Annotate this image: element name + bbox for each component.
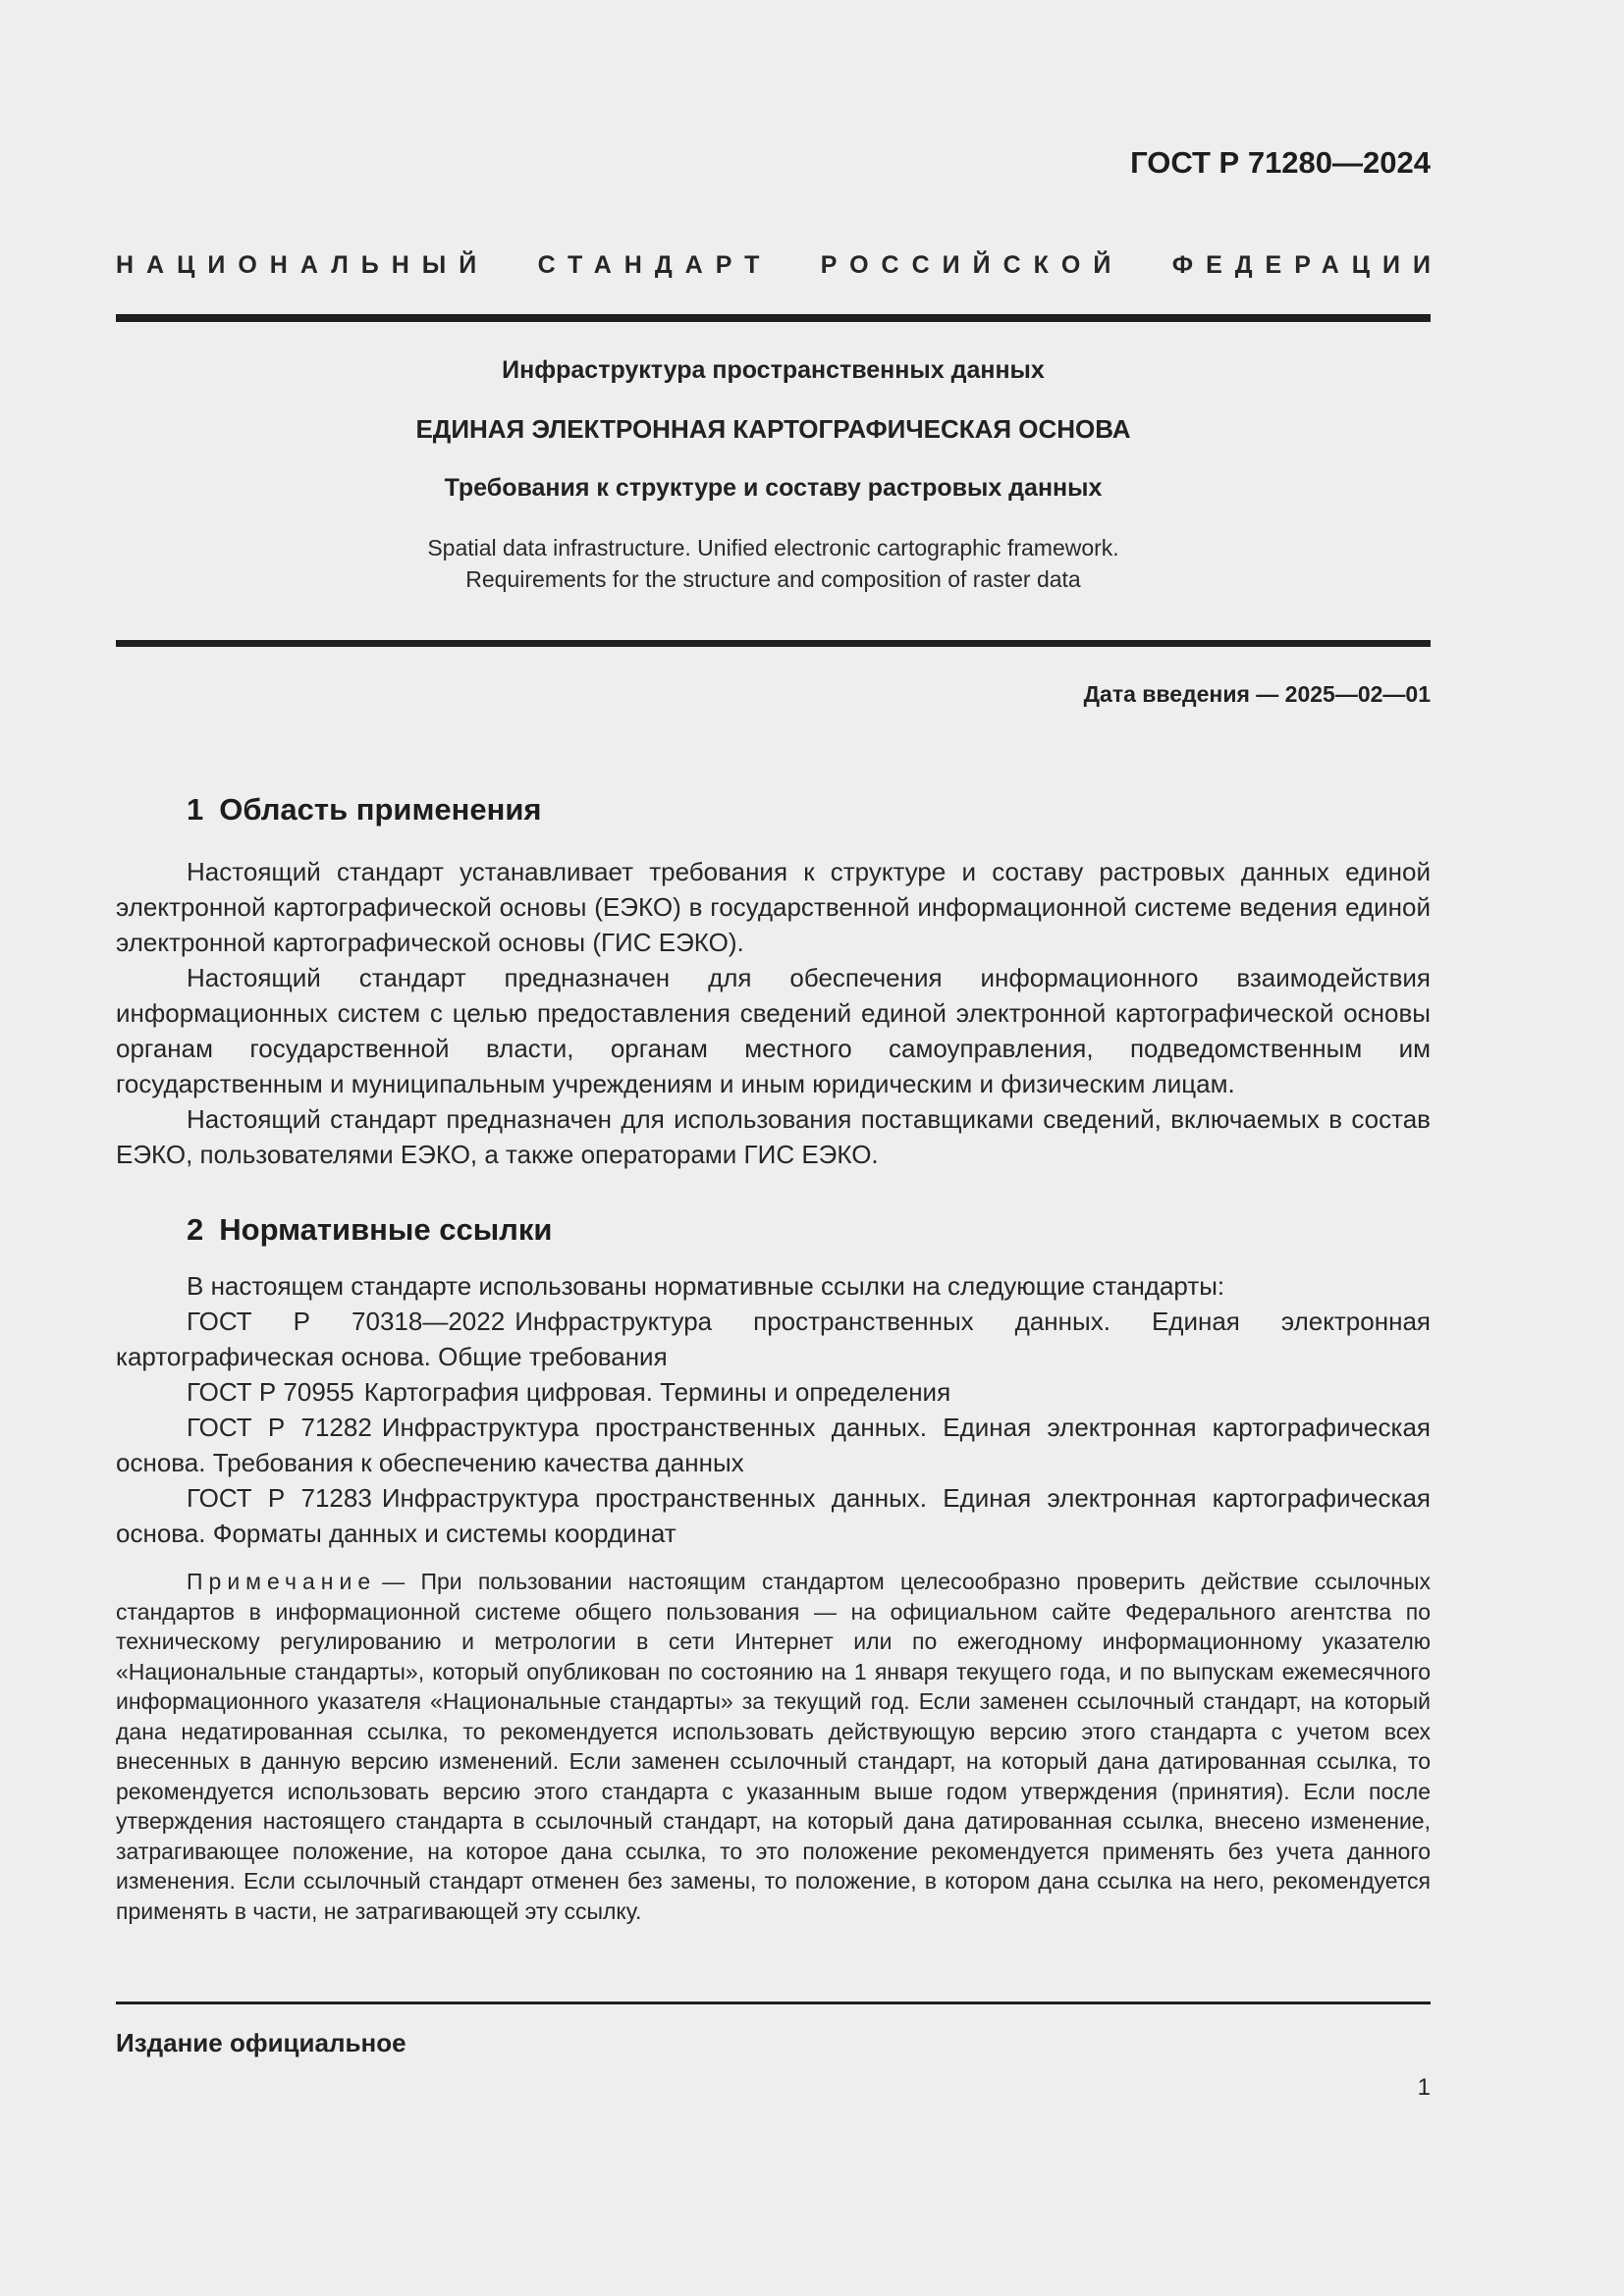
introduction-date: Дата введения — 2025—02—01 [1083, 681, 1431, 707]
reference-code: ГОСТ Р 70318—2022 [187, 1307, 506, 1336]
title-block [116, 353, 1431, 595]
section-heading [116, 785, 1431, 834]
reference-item [116, 1374, 1431, 1410]
note-paragraph [116, 1567, 1431, 1926]
title-line-1: Инфраструктура пространственных данных [502, 356, 1045, 384]
section-normative-references [116, 1205, 1431, 1926]
document-body [116, 785, 1431, 1926]
paragraph: Настоящий стандарт предназначен для использования поставщиками сведений, включаемых в состав ЕЭКО, пользователями ЕЭКО, а также операторами ГИС ЕЭКО. [116, 1104, 1431, 1169]
header-word: НАЦИОНАЛЬНЫЙ [116, 251, 490, 279]
bottom-divider [116, 2002, 1431, 2004]
section-number: 2 [187, 1212, 204, 1247]
reference-title: Инфраструктура пространственных данных. Единая электронная картографическая основа. Форматы данных и системы координат [116, 1483, 1431, 1548]
paragraph: Настоящий стандарт предназначен для обеспечения информационного взаимодействия информационных систем с целью предоставления сведений единой электронной картографической основы органам государственной власти, органам местного самоуправления, подведомственным им государственным и муниципальным учреждениям и иным юридическим и физическим лицам. [116, 963, 1431, 1098]
section-heading [116, 1205, 1431, 1255]
reference-item [116, 1410, 1431, 1480]
page-number: 1 [1417, 2074, 1431, 2101]
english-title [116, 532, 1431, 595]
section-title: Область применения [219, 792, 542, 827]
reference-item [116, 1304, 1431, 1374]
reference-title: Инфраструктура пространственных данных. Единая электронная картографическая основа. Общие требования [116, 1307, 1431, 1371]
reference-title: Инфраструктура пространственных данных. Единая электронная картографическая основа. Требования к обеспечению качества данных [116, 1413, 1431, 1477]
title-line-3: Требования к структуре и составу растровых данных [444, 474, 1103, 502]
references-intro: В настоящем стандарте использованы нормативные ссылки на следующие стандарты: [187, 1271, 1225, 1301]
note-text: — При пользовании настоящим стандартом целесообразно проверить действие ссылочных стандартов в информационной системе общего пользования — на официальном сайте Федерального агентства по техническому регулированию и метрологии в сети Интернет или по ежегодному информационному указателю «Национальные стандарты», который опубликован по состоянию на 1 января текущего года, и по выпускам ежемесячного информационного указателя «Национальные стандарты» за текущий год. Если заменен ссылочный стандарт, на который дана недатированная ссылка, то рекомендуется использовать действующую версию этого стандарта с учетом всех внесенных в данную версию изменений. Если заменен ссылочный стандарт, на который дана датированная ссылка, то рекомендуется использовать версию этого стандарта с указанным выше годом утверждения (принятия). Если после утверждения настоящего стандарта в ссылочный стандарт, на который дана датированная ссылка, внесено изменение, затрагивающее положение, на которое дана ссылка, то это положение рекомендуется применять без учета данного изменения. Если ссылочный стандарт отменен без замены, то положение, в котором дана ссылка на него, рекомендуется применять в части, не затрагивающей эту ссылку. [116, 1569, 1431, 1924]
national-standard-header [116, 251, 1443, 280]
reference-code: ГОСТ Р 71283 [187, 1483, 372, 1513]
reference-code: ГОСТ Р 71282 [187, 1413, 372, 1442]
header-word: ФЕДЕРАЦИИ [1171, 251, 1443, 279]
header-word: РОССИЙСКОЙ [820, 251, 1124, 279]
english-title-line-1: Spatial data infrastructure. Unified electronic cartographic framework. [427, 535, 1119, 561]
section-scope [116, 785, 1431, 1172]
note-label: Примечание [187, 1569, 377, 1594]
top-divider [116, 314, 1431, 322]
english-title-line-2: Requirements for the structure and composition of raster data [465, 566, 1081, 592]
reference-item [116, 1480, 1431, 1551]
title-line-2: ЕДИНАЯ ЭЛЕКТРОННАЯ КАРТОГРАФИЧЕСКАЯ ОСНОВА [415, 414, 1131, 444]
header-word: СТАНДАРТ [537, 251, 773, 279]
reference-code: ГОСТ Р 70955 [187, 1377, 354, 1407]
document-number: ГОСТ Р 71280—2024 [1130, 145, 1431, 180]
section-number: 1 [187, 792, 204, 827]
section-title: Нормативные ссылки [219, 1212, 553, 1247]
official-edition-label: Издание официальное [116, 2028, 406, 2057]
reference-title: Картография цифровая. Термины и определения [363, 1377, 951, 1407]
paragraph: Настоящий стандарт устанавливает требования к структуре и составу растровых данных единой электронной картографической основы (ЕЭКО) в государственной информационной системе ведения единой электронной картографической основы (ГИС ЕЭКО). [116, 857, 1431, 957]
middle-divider [116, 640, 1431, 647]
